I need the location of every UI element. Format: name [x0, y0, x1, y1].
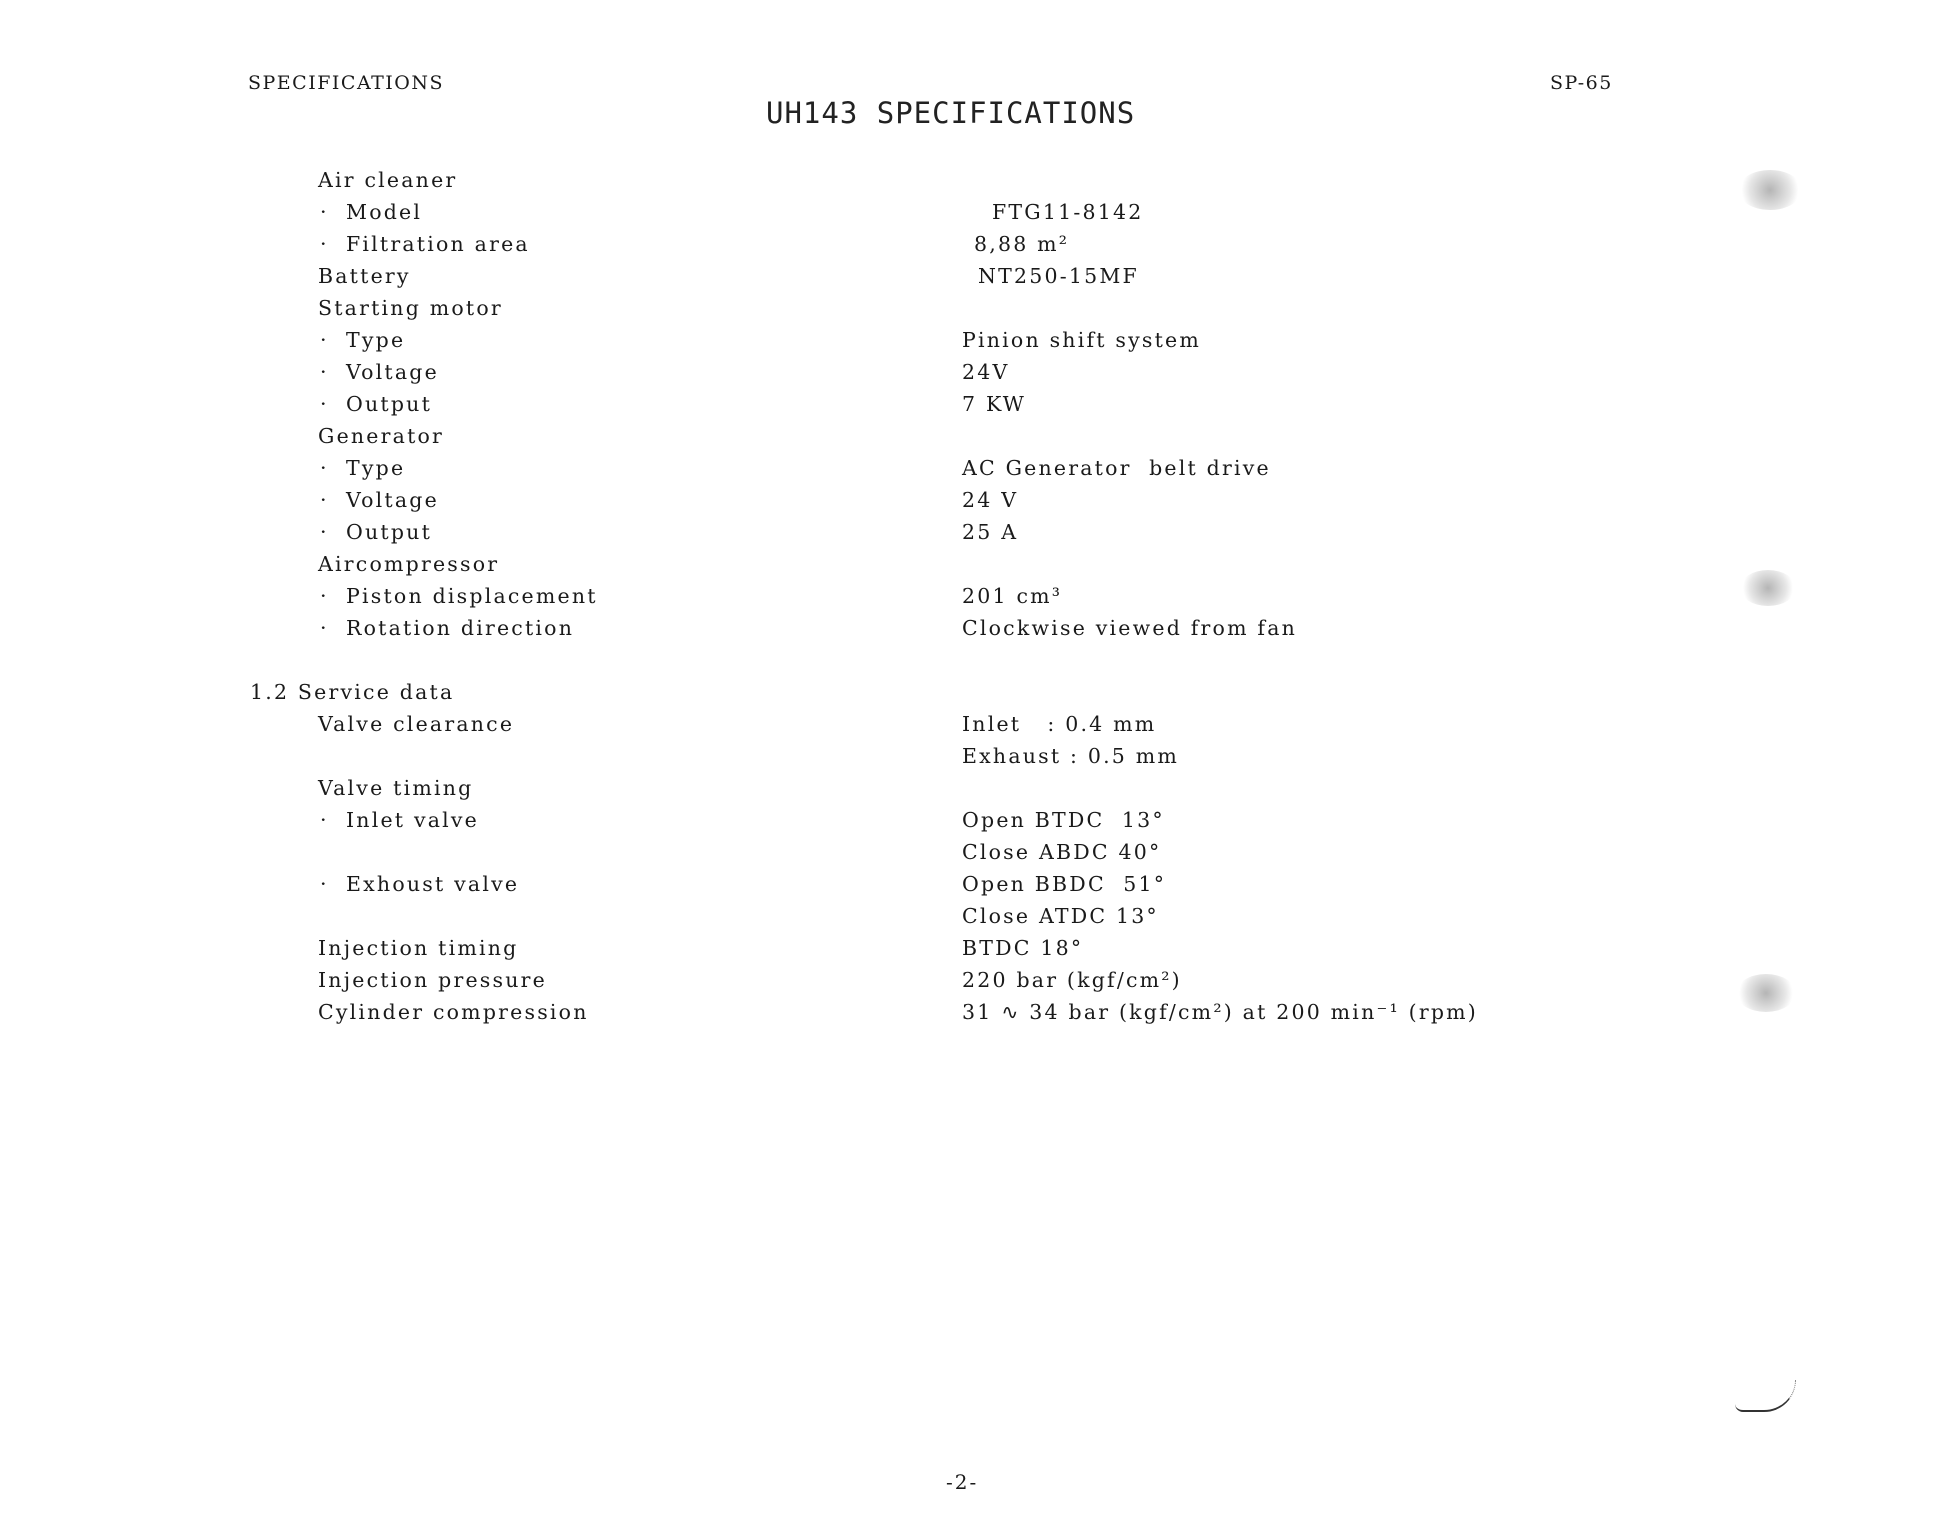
spec-row [0, 936, 1946, 968]
spec-label-text: Output [346, 520, 433, 544]
spec-label-text: Model [346, 200, 423, 224]
bullet-dot: · [320, 200, 329, 224]
spec-row [0, 744, 1946, 776]
bullet-dot: · [320, 328, 329, 352]
header-page-code: SP-65 [1550, 72, 1613, 94]
spec-label-text: Cylinder compression [318, 1000, 589, 1024]
bullet-dot: · [320, 616, 329, 640]
spec-row [0, 680, 1946, 712]
spec-label [318, 264, 411, 288]
spec-label [250, 680, 454, 704]
document-title: UH143 SPECIFICATIONS [766, 96, 1136, 130]
page-number: -2- [946, 1470, 979, 1494]
spec-value: BTDC 18° [962, 936, 1084, 960]
spec-label-text: Aircompressor [318, 552, 500, 576]
spec-row [0, 840, 1946, 872]
spec-label [320, 584, 598, 608]
spec-value: 24V [962, 360, 1010, 384]
spec-label-text: Injection pressure [318, 968, 547, 992]
spec-label [320, 232, 530, 256]
spec-label-text: Piston displacement [346, 584, 598, 608]
spec-label-text: Injection timing [318, 936, 519, 960]
spec-label-text: Output [346, 392, 433, 416]
spec-label-text: Filtration area [346, 232, 530, 256]
spec-label [320, 488, 439, 512]
spec-value: NT250-15MF [978, 264, 1139, 288]
spec-label-text: Valve timing [318, 776, 474, 800]
spec-label-text: Voltage [346, 488, 439, 512]
spec-row [0, 424, 1946, 456]
scan-speck [1736, 974, 1796, 1012]
spec-label-text: Air cleaner [318, 168, 458, 192]
spec-label-text: Rotation direction [346, 616, 575, 640]
spec-label-text: 1.2 Service data [250, 680, 455, 704]
spec-value: 24 V [962, 488, 1019, 512]
scan-curl-mark [1735, 1380, 1796, 1412]
spec-label-text: Type [346, 328, 406, 352]
spec-row [0, 712, 1946, 744]
spec-label [318, 552, 499, 576]
bullet-dot: · [320, 456, 329, 480]
spec-row [0, 328, 1946, 360]
spec-value: 201 cm³ [962, 584, 1063, 608]
spec-value: 31 ∿ 34 bar (kgf/cm²) at 200 min⁻¹ (rpm) [962, 1000, 1478, 1024]
spec-label [320, 328, 405, 352]
spec-row [0, 616, 1946, 648]
spec-label-text: Type [346, 456, 406, 480]
spec-label-text: Voltage [346, 360, 439, 384]
spec-row [0, 872, 1946, 904]
spec-row [0, 168, 1946, 200]
spec-label [320, 200, 422, 224]
spec-value: 8,88 m² [974, 232, 1070, 256]
spec-label [318, 296, 503, 320]
spec-label [320, 520, 432, 544]
spec-label [320, 392, 432, 416]
spec-label-text: Generator [318, 424, 445, 448]
spec-label-text: Inlet valve [346, 808, 480, 832]
spec-value: 25 A [962, 520, 1019, 544]
spec-row [0, 1000, 1946, 1032]
spec-label [318, 776, 473, 800]
spec-value: Open BTDC 13° [962, 808, 1165, 832]
spec-row [0, 264, 1946, 296]
bullet-dot: · [320, 232, 329, 256]
spec-value: Close ATDC 13° [962, 904, 1159, 928]
spec-value: AC Generator belt drive [962, 456, 1271, 480]
spec-label [318, 968, 547, 992]
bullet-dot: · [320, 808, 329, 832]
spec-row [0, 904, 1946, 936]
spec-label [318, 1000, 589, 1024]
spec-label-text: Exhoust valve [346, 872, 520, 896]
bullet-dot: · [320, 872, 329, 896]
bullet-dot: · [320, 520, 329, 544]
spec-row [0, 200, 1946, 232]
scan-speck [1740, 570, 1796, 606]
spec-label-text: Battery [318, 264, 411, 288]
spec-row [0, 360, 1946, 392]
spec-row [0, 456, 1946, 488]
spec-row [0, 808, 1946, 840]
spec-label [320, 616, 574, 640]
spec-label [318, 168, 457, 192]
spec-value: 220 bar (kgf/cm²) [962, 968, 1182, 992]
spec-value: Open BBDC 51° [962, 872, 1167, 896]
spec-label [318, 424, 444, 448]
spec-value: Pinion shift system [962, 328, 1202, 352]
spec-label [318, 712, 514, 736]
scan-speck [1738, 170, 1802, 210]
spec-label [320, 456, 405, 480]
spec-value: Exhaust : 0.5 mm [962, 744, 1180, 768]
spec-row [0, 296, 1946, 328]
spec-label [320, 872, 519, 896]
spec-label [320, 808, 479, 832]
header-section-label: SPECIFICATIONS [248, 72, 445, 94]
spec-row [0, 552, 1946, 584]
spec-value: Clockwise viewed from fan [962, 616, 1298, 640]
spec-row [0, 520, 1946, 552]
spec-label-text: Valve clearance [318, 712, 515, 736]
spec-row [0, 584, 1946, 616]
spec-value: Inlet : 0.4 mm [962, 712, 1157, 736]
bullet-dot: · [320, 392, 329, 416]
bullet-dot: · [320, 488, 329, 512]
spec-row [0, 968, 1946, 1000]
bullet-dot: · [320, 360, 329, 384]
spec-value: 7 KW [962, 392, 1027, 416]
bullet-dot: · [320, 584, 329, 608]
spec-value: Close ABDC 40° [962, 840, 1162, 864]
spec-row [0, 392, 1946, 424]
spec-value: FTG11-8142 [992, 200, 1144, 224]
spec-row [0, 232, 1946, 264]
spec-row [0, 776, 1946, 808]
spec-row [0, 488, 1946, 520]
spec-label [320, 360, 439, 384]
spec-label [318, 936, 518, 960]
spec-label-text: Starting motor [318, 296, 503, 320]
